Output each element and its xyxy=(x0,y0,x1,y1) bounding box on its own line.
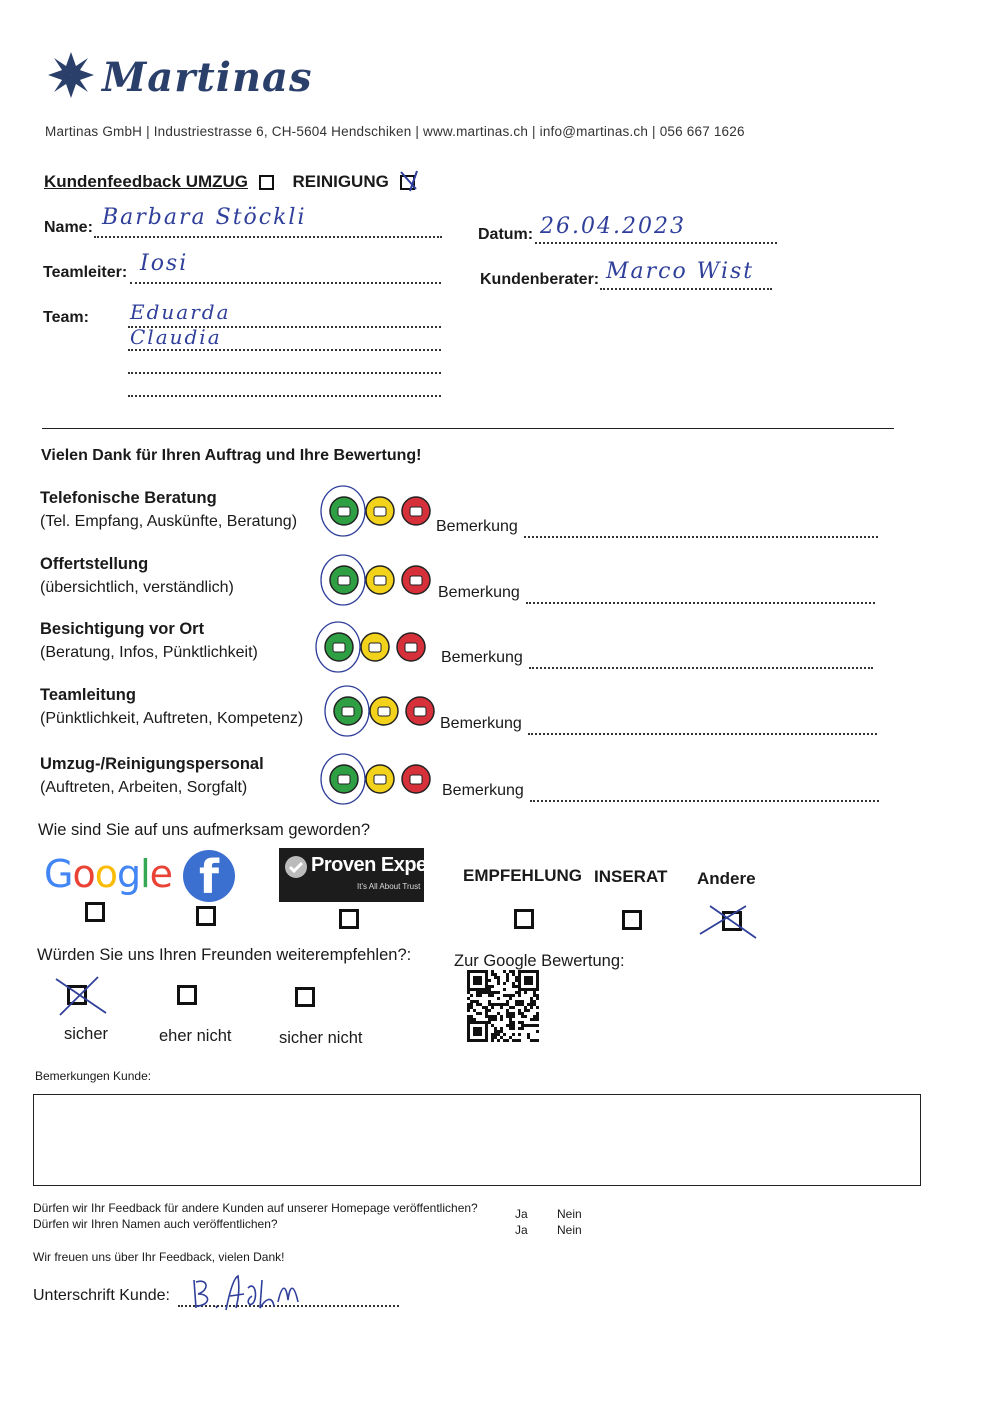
rating-scale[interactable] xyxy=(318,553,436,611)
thumbs-down-red-icon[interactable] xyxy=(402,497,430,525)
google-logo-text xyxy=(44,852,172,896)
form-title xyxy=(44,172,415,192)
contact-line: Martinas GmbH | Industriestrasse 6, CH-5604 Hendschiken | www.martinas.ch | info@martinas.ch | 056 667 1626 xyxy=(45,124,745,139)
thumbs-down-red-icon[interactable] xyxy=(397,633,425,661)
signature-drawing[interactable] xyxy=(186,1270,306,1314)
logo-wordmark: Martinas xyxy=(102,54,313,101)
proven-expert-text: Proven Expert xyxy=(311,854,441,876)
publish-1-yes[interactable]: Ja xyxy=(515,1207,528,1221)
rating-remark-field[interactable] xyxy=(529,667,873,669)
google-logo-letter: G xyxy=(44,852,73,896)
comments-label: Bemerkungen Kunde: xyxy=(35,1069,152,1083)
google-logo-letter: o xyxy=(72,852,95,896)
recommend-option-not: sicher nicht xyxy=(279,1029,363,1047)
recommend-option-rather-not: eher nicht xyxy=(159,1027,232,1045)
rating-remark-field[interactable] xyxy=(528,733,877,735)
thumbs-up-green-icon[interactable] xyxy=(334,697,362,725)
facebook-icon: f xyxy=(183,850,235,902)
company-logo xyxy=(46,50,313,106)
rating-title: Umzug-/Reinigungspersonal xyxy=(40,755,264,773)
recommend-question: Würden Sie uns Ihren Freunden weiterempfehlen?: xyxy=(37,946,412,964)
google-logo-letter: o xyxy=(94,852,117,896)
thumbs-down-red-icon[interactable] xyxy=(402,566,430,594)
thumbs-up-green-icon[interactable] xyxy=(330,497,358,525)
rating-scale[interactable] xyxy=(318,752,436,810)
proven-expert-tagline: It's All About Trust xyxy=(357,882,421,891)
publish-question-1: Dürfen wir Ihr Feedback für andere Kunden auf unserer Homepage veröffentlichen? xyxy=(33,1201,478,1215)
thumbs-up-green-icon[interactable] xyxy=(330,566,358,594)
rating-remark-field[interactable] xyxy=(530,800,879,802)
neutral-yellow-icon[interactable] xyxy=(361,633,389,661)
recommend-not-checkbox[interactable] xyxy=(295,987,315,1007)
comments-box[interactable] xyxy=(33,1094,921,1186)
thumbs-down-red-icon[interactable] xyxy=(402,765,430,793)
rating-remark-label: Bemerkung xyxy=(436,518,518,535)
recommend-option-sure: sicher xyxy=(64,1025,109,1043)
name-line xyxy=(94,236,442,238)
team-member-1[interactable]: Eduarda xyxy=(130,300,231,324)
other-label: Andere xyxy=(697,869,756,888)
divider xyxy=(42,428,894,429)
team-label: Team: xyxy=(43,309,89,326)
reinigung-label: REINIGUNG xyxy=(292,172,389,191)
team-line-3 xyxy=(128,372,441,374)
recommend-rather-not-checkbox[interactable] xyxy=(177,985,197,1005)
rating-subtitle: (Tel. Empfang, Auskünfte, Beratung) xyxy=(40,513,298,530)
thumbs-up-green-icon[interactable] xyxy=(330,765,358,793)
rating-subtitle: (Auftreten, Arbeiten, Sorgfalt) xyxy=(40,779,248,796)
rating-remark-field[interactable] xyxy=(524,536,878,538)
thumbs-up-green-icon[interactable] xyxy=(325,633,353,661)
advisor-line xyxy=(600,288,772,290)
ad-checkbox[interactable] xyxy=(622,910,642,930)
google-checkbox[interactable] xyxy=(85,902,105,922)
rating-remark-field[interactable] xyxy=(526,602,875,604)
martinas-star-icon xyxy=(46,50,96,100)
name-field[interactable]: Barbara Stöckli xyxy=(102,205,307,230)
publish-2-no[interactable]: Nein xyxy=(557,1223,582,1237)
teamleader-line xyxy=(130,282,441,284)
advisor-label: Kundenberater: xyxy=(480,271,600,288)
proven-expert-checkbox[interactable] xyxy=(339,909,359,929)
rating-remark-label: Bemerkung xyxy=(442,782,524,799)
teamleader-label: Teamleiter: xyxy=(43,264,128,281)
form-title-text: Kundenfeedback UMZUG xyxy=(44,172,249,191)
google-logo-letter: g xyxy=(116,852,141,896)
date-line xyxy=(535,242,777,244)
rating-scale[interactable] xyxy=(318,484,436,542)
google-logo-letter: l xyxy=(140,852,150,896)
name-label: Name: xyxy=(44,219,93,236)
team-line-4 xyxy=(128,395,441,397)
rating-remark-label: Bemerkung xyxy=(440,715,522,732)
signature-label: Unterschrift Kunde: xyxy=(33,1287,170,1304)
publish-1-no[interactable]: Nein xyxy=(557,1207,582,1221)
date-field[interactable]: 26.04.2023 xyxy=(540,214,686,239)
thanks-heading: Vielen Dank für Ihren Auftrag und Ihre Bewertung! xyxy=(41,447,422,464)
umzug-checkbox[interactable] xyxy=(259,175,274,190)
rating-remark-label: Bemerkung xyxy=(438,584,520,601)
facebook-checkbox[interactable] xyxy=(196,906,216,926)
rating-subtitle: (Pünktlichkeit, Auftreten, Kompetenz) xyxy=(40,710,304,727)
rating-scale[interactable] xyxy=(313,620,431,678)
rating-title: Telefonische Beratung xyxy=(40,489,217,507)
checkmark-x-icon xyxy=(398,169,422,193)
recommendation-label: EMPFEHLUNG xyxy=(463,866,582,885)
rating-scale[interactable] xyxy=(322,684,440,742)
qr-code-icon[interactable] xyxy=(466,970,540,1042)
neutral-yellow-icon[interactable] xyxy=(366,566,394,594)
rating-title: Besichtigung vor Ort xyxy=(40,620,205,638)
reinigung-checkbox[interactable] xyxy=(400,175,415,190)
source-question: Wie sind Sie auf uns aufmerksam geworden? xyxy=(38,821,370,839)
publish-2-yes[interactable]: Ja xyxy=(515,1223,528,1237)
google-review-label: Zur Google Bewertung: xyxy=(454,952,625,970)
other-cross-mark-icon xyxy=(698,902,760,942)
advisor-field[interactable]: Marco Wist xyxy=(606,259,755,284)
team-line-2 xyxy=(128,349,441,351)
closing-text: Wir freuen uns über Ihr Feedback, vielen Dank! xyxy=(33,1250,285,1264)
publish-question-2: Dürfen wir Ihren Namen auch veröffentlichen? xyxy=(33,1217,278,1231)
google-logo xyxy=(44,852,172,896)
team-member-2[interactable]: Claudia xyxy=(130,325,222,349)
rating-subtitle: (Beratung, Infos, Pünktlichkeit) xyxy=(40,644,258,661)
neutral-yellow-icon[interactable] xyxy=(366,765,394,793)
google-logo-letter: e xyxy=(149,852,173,896)
rating-remark-label: Bemerkung xyxy=(441,649,523,666)
rating-title: Teamleitung xyxy=(40,686,136,704)
neutral-yellow-icon[interactable] xyxy=(370,697,398,725)
date-label: Datum: xyxy=(478,226,534,243)
rating-subtitle: (übersichtlich, verständlich) xyxy=(40,579,234,596)
neutral-yellow-icon[interactable] xyxy=(366,497,394,525)
recommendation-checkbox[interactable] xyxy=(514,909,534,929)
recommend-cross-mark-icon xyxy=(52,975,110,1017)
rating-title: Offertstellung xyxy=(40,555,149,573)
teamleader-field[interactable]: Iosi xyxy=(140,251,189,276)
proven-expert-logo xyxy=(279,848,441,902)
proven-expert-check-icon xyxy=(285,856,307,878)
ad-label: INSERAT xyxy=(594,867,668,886)
thumbs-down-red-icon[interactable] xyxy=(406,697,434,725)
